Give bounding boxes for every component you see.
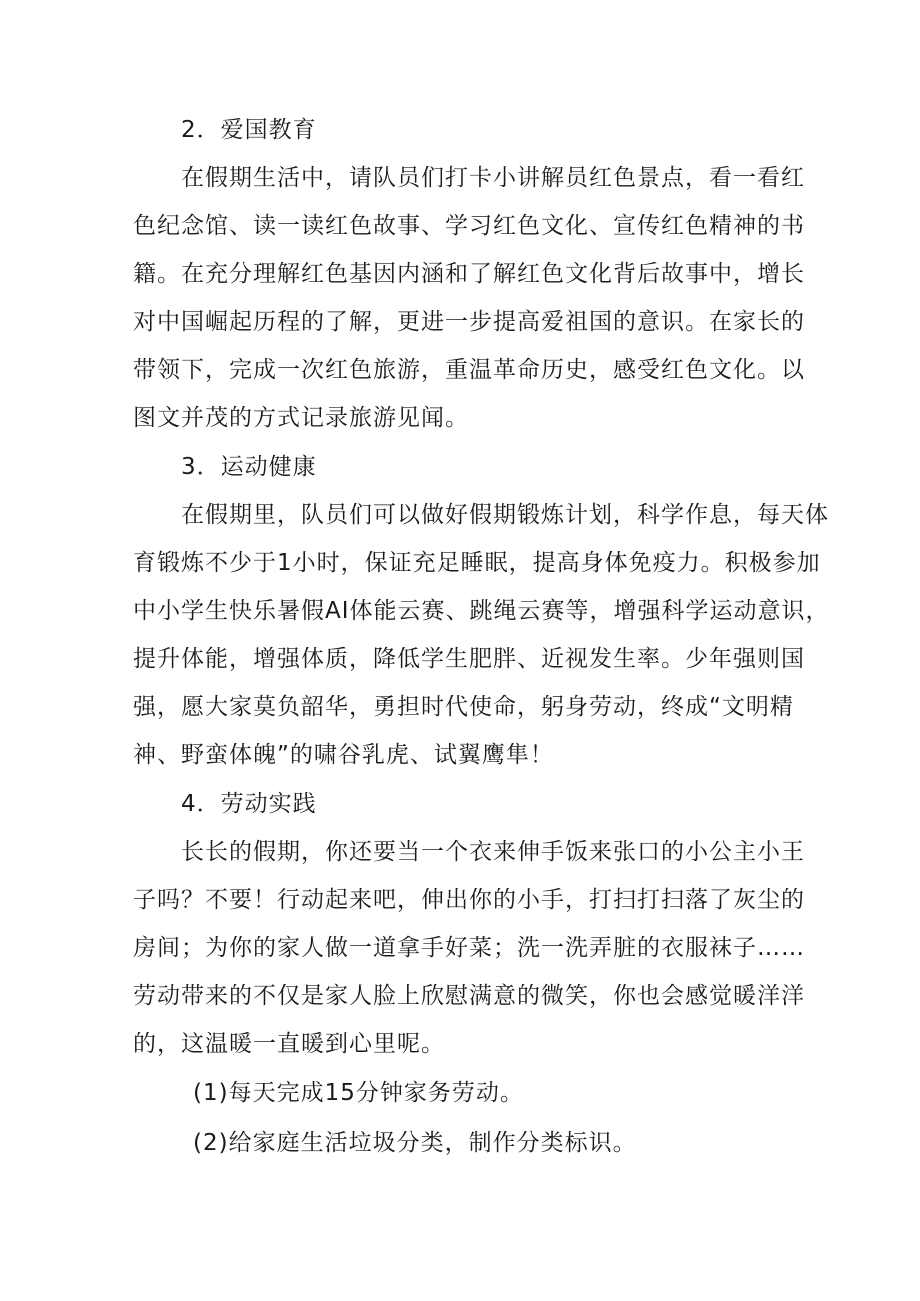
paragraph-line: 中小学生快乐暑假AI体能云赛、跳绳云赛等，增强科学运动意识， (133, 598, 830, 624)
paragraph-line: 对中国崛起历程的了解，更进一步提高爱祖国的意识。在家长的 (133, 309, 805, 335)
paragraph-line: 强，愿大家莫负韶华，勇担时代使命，躬身劳动，终成“文明精 (133, 694, 794, 720)
list-item: (2)给家庭生活垃圾分类，制作分类标识。 (193, 1130, 637, 1156)
paragraph-line: 在假期里，队员们可以做好假期锻炼计划，科学作息，每天体 (181, 502, 829, 528)
paragraph-line: 带领下，完成一次红色旅游，重温革命历史，感受红色文化。以 (133, 357, 805, 383)
paragraph-line: 籍。在充分理解红色基因内涵和了解红色文化背后故事中，增长 (133, 261, 805, 287)
paragraph-line: 提升体能，增强体质，降低学生肥胖、近视发生率。少年强则国 (133, 646, 805, 672)
paragraph-line: 长长的假期，你还要当一个衣来伸手饭来张口的小公主小王 (181, 839, 805, 865)
paragraph-line: 劳动带来的不仅是家人脸上欣慰满意的微笑，你也会感觉暖洋洋 (133, 983, 805, 1009)
section-heading-sports-health: 3．运动健康 (181, 454, 317, 480)
section-heading-labor-practice: 4．劳动实践 (181, 791, 317, 817)
paragraph-line: 神、野蛮体魄”的啸谷乳虎、试翼鹰隼！ (133, 742, 554, 768)
paragraph-line: 子吗？不要！行动起来吧，伸出你的小手，打扫打扫落了灰尘的 (133, 887, 805, 913)
paragraph-line: 房间；为你的家人做一道拿手好菜；洗一洗弄脏的衣服袜子…… (133, 935, 805, 961)
list-item: (1)每天完成15分钟家务劳动。 (193, 1080, 524, 1106)
section-heading-patriotic-education: 2．爱国教育 (181, 117, 317, 143)
paragraph-line: 育锻炼不少于1小时，保证充足睡眠，提高身体免疫力。积极参加 (133, 550, 821, 576)
paragraph-line: 色纪念馆、读一读红色故事、学习红色文化、宣传红色精神的书 (133, 213, 805, 239)
paragraph-line: 的，这温暖一直暖到心里呢。 (133, 1031, 445, 1057)
paragraph-line: 在假期生活中，请队员们打卡小讲解员红色景点，看一看红 (181, 165, 805, 191)
paragraph-line: 图文并茂的方式记录旅游见闻。 (133, 405, 469, 431)
